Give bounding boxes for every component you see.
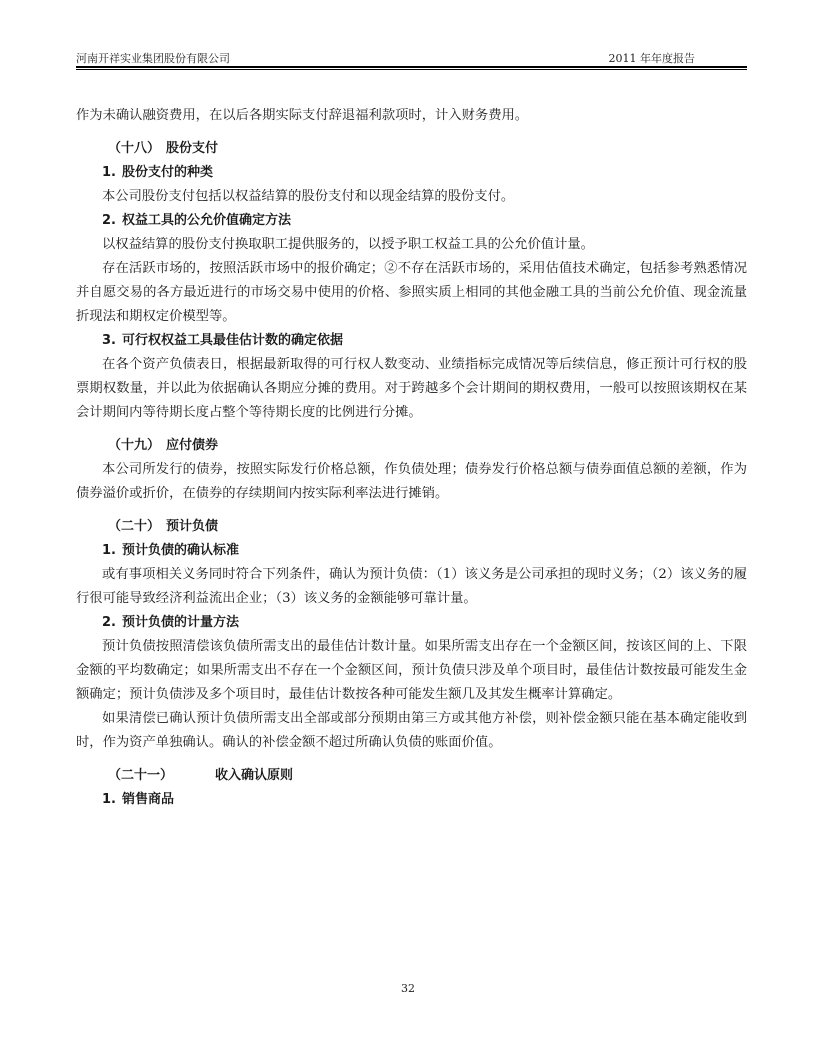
paragraph: 在各个资产负债表日，根据最新取得的可行权人数变动、业绩指标完成情况等后续信息，修正预计可行权的股票期权数量，并以此为依据确认各期应分摊的费用。对于跨越多个会计期间的期权费用，一般可以按照该期权在某会计期间内等待期长度占整个等待期长度的比例进行分摊。 <box>76 357 747 420</box>
company-name: 河南开祥实业集团股份有限公司 <box>76 52 230 65</box>
page-header <box>76 50 747 66</box>
section-heading-20 <box>76 515 747 539</box>
subsection-heading <box>76 539 747 563</box>
subsection-title: 股份支付的种类 <box>121 165 213 180</box>
section-number: （十九） <box>108 438 161 453</box>
subsection-number: 1. <box>102 792 116 807</box>
section-heading-18 <box>76 137 747 161</box>
paragraph: 或有事项相关义务同时符合下列条件，确认为预计负债：（1）该义务是公司承担的现时义务；（2）该义务的履行很可能导致经济利益流出企业；（3）该义务的金额能够可靠计量。 <box>76 567 747 606</box>
section-title: 股份支付 <box>166 141 219 156</box>
section-heading-21 <box>76 764 747 788</box>
subsection-heading <box>76 329 747 353</box>
subsection-number: 3. <box>102 333 116 348</box>
section-number: （二十一） <box>108 768 174 783</box>
subsection-number: 1. <box>102 165 116 180</box>
section-number: （十八） <box>108 141 161 156</box>
section-number: （二十） <box>108 519 161 534</box>
paragraph: 本公司所发行的债券，按照实际发行价格总额，作负债处理；债券发行价格总额与债券面值总额的差额，作为债券溢价或折价，在债券的存续期间内按实际利率法进行摊销。 <box>76 462 747 501</box>
paragraph: 以权益结算的股份支付换取职工提供服务的，以授予职工权益工具的公允价值计量。 <box>102 237 594 252</box>
section-heading-19 <box>76 434 747 458</box>
subsection-number: 1. <box>102 543 116 558</box>
subsection-heading <box>76 611 747 635</box>
header-rule-thick <box>76 66 747 68</box>
section-title: 预计负债 <box>166 519 219 534</box>
subsection-number: 2. <box>102 615 116 630</box>
paragraph: 本公司股份支付包括以权益结算的股份支付和以现金结算的股份支付。 <box>102 189 515 204</box>
section-title: 收入确认原则 <box>215 768 294 783</box>
paragraph: 如果清偿已确认预计负债所需支出全部或部分预期由第三方或其他方补偿，则补偿金额只能在基本确定能收到时，作为资产单独确认。确认的补偿金额不超过所确认负债的账面价值。 <box>76 711 747 750</box>
paragraph: 存在活跃市场的，按照活跃市场中的报价确定；②不存在活跃市场的，采用估值技术确定，包括参考熟悉情况并自愿交易的各方最近进行的市场交易中使用的价格、参照实质上相同的其他金融工具的当前公允价值、现金流量折现法和期权定价模型等。 <box>76 261 747 324</box>
subsection-heading <box>76 788 747 812</box>
subsection-title: 可行权权益工具最佳估计数的确定依据 <box>121 333 343 348</box>
subsection-title: 预计负债的计量方法 <box>121 615 239 630</box>
subsection-heading <box>76 161 747 185</box>
subsection-heading <box>76 209 747 233</box>
subsection-title: 权益工具的公允价值确定方法 <box>121 213 291 228</box>
subsection-number: 2. <box>102 213 116 228</box>
subsection-title: 销售商品 <box>121 792 174 807</box>
paragraph: 预计负债按照清偿该负债所需支出的最佳估计数计量。如果所需支出存在一个金额区间，按该区间的上、下限金额的平均数确定；如果所需支出不存在一个金额区间，预计负债只涉及单个项目时，最佳估计数按最可能发生金额确定；预计负债涉及多个项目时，最佳估计数按各种可能发生额几及其发生概率计算确定。 <box>76 639 747 702</box>
subsection-title: 预计负债的确认标准 <box>121 543 239 558</box>
section-title: 应付债券 <box>166 438 219 453</box>
header-rule-thin <box>76 69 747 70</box>
paragraph: 作为未确认融资费用，在以后各期实际支付辞退福利款项时，计入财务费用。 <box>76 108 529 123</box>
document-body <box>76 104 747 812</box>
page-number: 32 <box>401 982 415 995</box>
report-title: 2011 年年度报告 <box>608 52 695 65</box>
